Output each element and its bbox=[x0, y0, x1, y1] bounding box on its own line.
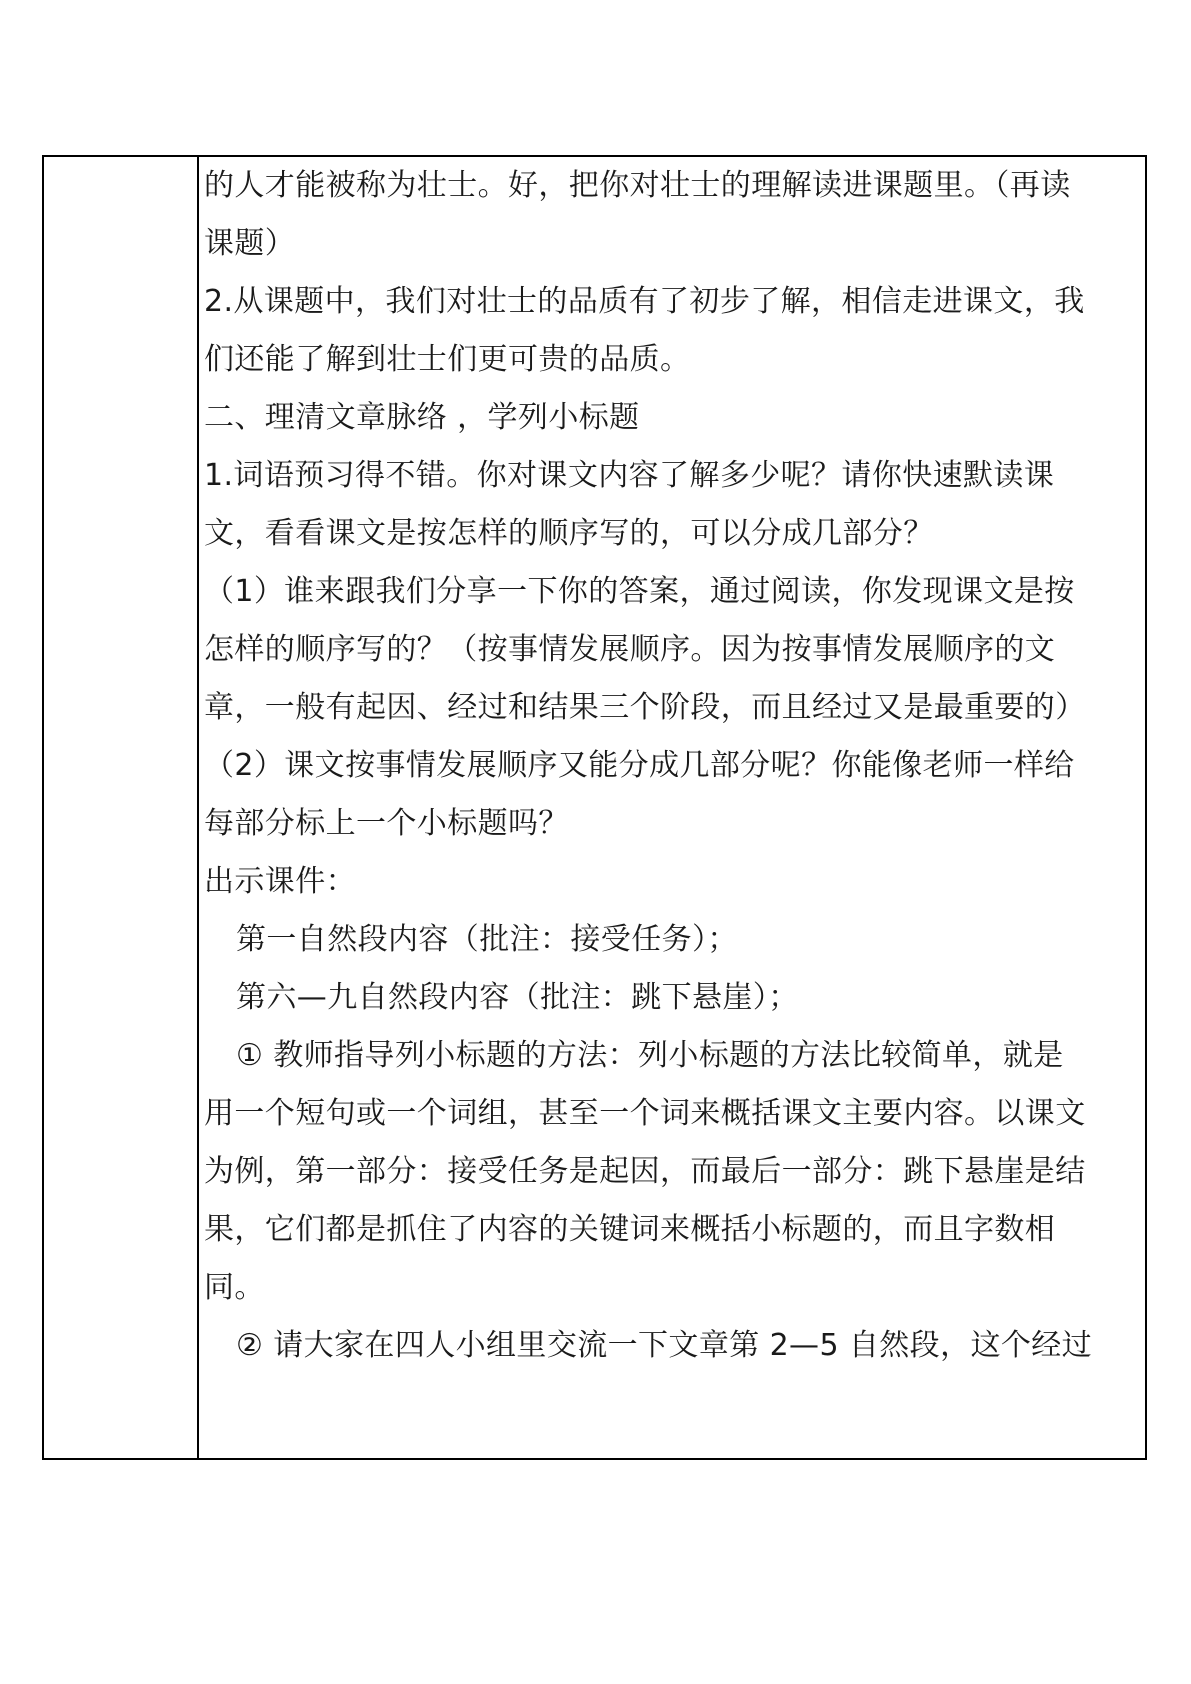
table-left-cell bbox=[44, 157, 197, 1458]
text-line: 为例，第一部分：接受任务是起因，而最后一部分：跳下悬崖是结 bbox=[204, 1154, 1086, 1189]
text-line: （1）谁来跟我们分享一下你的答案，通过阅读，你发现课文是按 bbox=[204, 574, 1075, 609]
text-line: 怎样的顺序写的？（按事情发展顺序。因为按事情发展顺序的文 bbox=[204, 632, 1056, 667]
text-line: 们还能了解到壮士们更可贵的品质。 bbox=[204, 342, 691, 377]
text-line: 第六—九自然段内容（批注：跳下悬崖）； bbox=[236, 980, 799, 1015]
text-line: 同。 bbox=[204, 1270, 265, 1305]
text-line: 2.从课题中，我们对壮士的品质有了初步了解，相信走进课文，我 bbox=[204, 284, 1085, 319]
column-divider bbox=[197, 157, 199, 1458]
text-line: 1.词语预习得不错。你对课文内容了解多少呢？请你快速默读课 bbox=[204, 458, 1055, 493]
text-line: 章，一般有起因、经过和结果三个阶段，而且经过又是最重要的） bbox=[204, 690, 1086, 725]
text-line: （2）课文按事情发展顺序又能分成几部分呢？你能像老师一样给 bbox=[204, 748, 1075, 783]
text-line: 文，看看课文是按怎样的顺序写的，可以分成几部分？ bbox=[204, 516, 934, 551]
lesson-plan-table bbox=[42, 155, 1147, 1460]
text-line: 出示课件： bbox=[204, 864, 356, 899]
text-line: 的人才能被称为壮士。好，把你对壮士的理解读进课题里。（再读 bbox=[204, 168, 1071, 203]
text-line: 每部分标上一个小标题吗？ bbox=[204, 806, 569, 841]
table-content-cell bbox=[204, 157, 1138, 1458]
text-line: 果，它们都是抓住了内容的关键词来概括小标题的，而且字数相 bbox=[204, 1212, 1056, 1247]
text-line: ② 请大家在四人小组里交流一下文章第 2—5 自然段，这个经过 bbox=[236, 1328, 1093, 1363]
text-line: 第一自然段内容（批注：接受任务）； bbox=[236, 922, 738, 957]
text-line: 课题） bbox=[204, 226, 296, 261]
text-line: ① 教师指导列小标题的方法：列小标题的方法比较简单，就是 bbox=[236, 1038, 1064, 1073]
section-heading: 二、理清文章脉络 ，学列小标题 bbox=[204, 400, 640, 435]
text-line: 用一个短句或一个词组，甚至一个词来概括课文主要内容。以课文 bbox=[204, 1096, 1086, 1131]
